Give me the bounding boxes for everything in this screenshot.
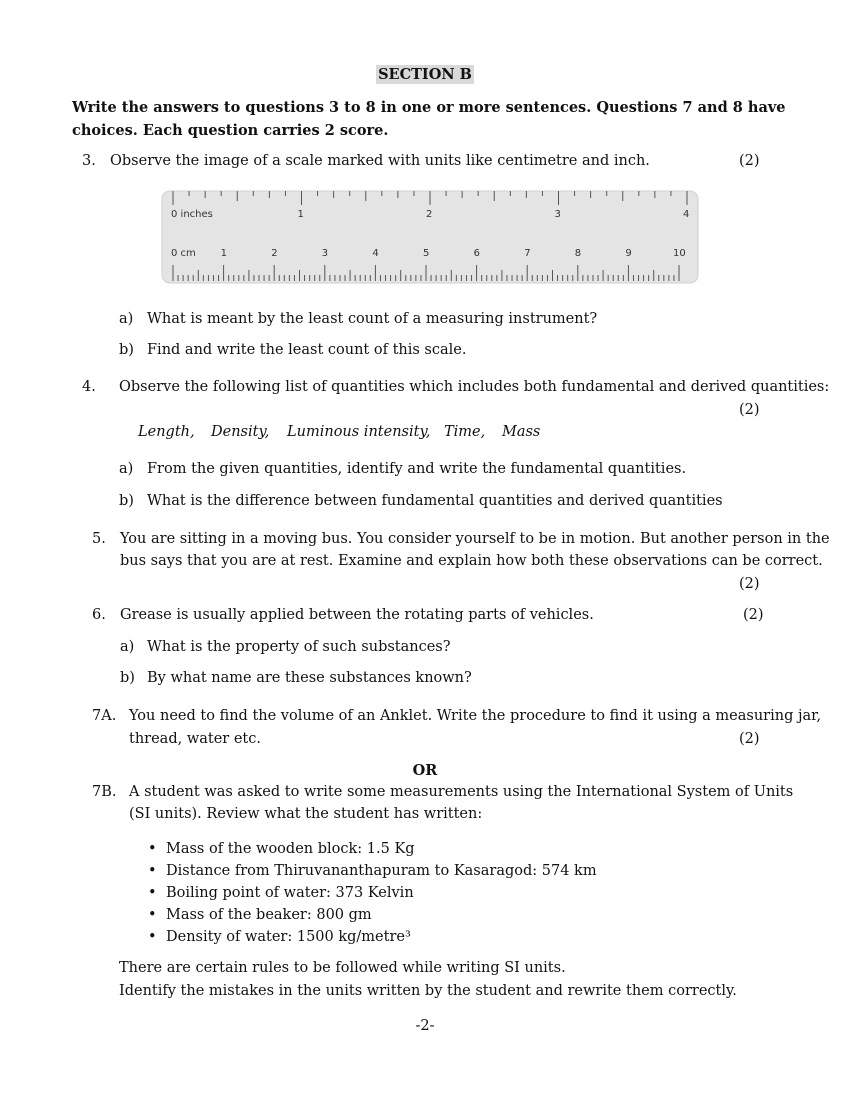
- question-7b-line2: (SI units). Review what the student has written:: [129, 806, 483, 822]
- quantity-time: Time,: [444, 424, 486, 440]
- cm-number: 2: [271, 248, 278, 259]
- question-7a-mark: (2): [739, 731, 760, 747]
- cm-number: 8: [574, 248, 582, 259]
- inch-number: 1: [297, 209, 304, 220]
- cm-number: 9: [625, 248, 632, 259]
- question-5-line1: You are sitting in a moving bus. You consider yourself to be in motion. But another person in the: [120, 531, 830, 547]
- question-3-text: Observe the image of a scale marked with units like centimetre and inch.: [110, 153, 650, 169]
- question-6b-text: By what name are these substances known?: [147, 670, 472, 686]
- question-4a-text: From the given quantities, identify and write the fundamental quantities.: [147, 461, 687, 477]
- cm-number: 10: [673, 248, 686, 259]
- question-5-mark: (2): [739, 576, 760, 592]
- list-item: • Mass of the wooden block: 1.5 Kg: [148, 838, 597, 860]
- inch-number: 3: [554, 209, 561, 220]
- question-7a-number: 7A.: [92, 708, 117, 724]
- question-3-mark: (2): [739, 153, 760, 169]
- list-item: • Distance from Thiruvananthapuram to Kasaragod: 574 km: [148, 860, 597, 882]
- question-4-text: Observe the following list of quantities which includes both fundamental and derived quantities:: [119, 379, 830, 395]
- cm-number: 6: [473, 248, 480, 259]
- cm-number: 5: [423, 248, 430, 259]
- quantity-density: Density,: [211, 424, 270, 440]
- question-3a-text: What is meant by the least count of a measuring instrument?: [147, 311, 598, 327]
- ruler-cm-label: 0 cm: [171, 248, 196, 259]
- question-7b-line1: A student was asked to write some measurements using the International System of Units: [129, 784, 794, 800]
- section-title: SECTION B: [378, 66, 472, 83]
- question-6a-text: What is the property of such substances?: [147, 639, 451, 655]
- inch-number: 4: [683, 209, 690, 220]
- quantity-length: Length,: [138, 424, 195, 440]
- question-5-line2: bus says that you are at rest. Examine and explain how both these observations can be correct.: [120, 553, 823, 569]
- question-6b-label: b): [120, 670, 135, 686]
- list-item: • Boiling point of water: 373 Kelvin: [148, 882, 597, 904]
- cm-number: 4: [372, 248, 379, 259]
- question-7b-number: 7B.: [92, 784, 117, 800]
- question-3b-text: Find and write the least count of this scale.: [147, 342, 467, 358]
- question-7a-line1: You need to find the volume of an Anklet. Write the procedure to find it using a measuring jar,: [129, 708, 822, 724]
- cm-number: 3: [321, 248, 329, 259]
- question-3a-label: a): [119, 311, 134, 327]
- question-7b-after2: Identify the mistakes in the units written by the student and rewrite them correctly.: [119, 983, 737, 999]
- question-7a-line2: thread, water etc.: [129, 731, 261, 747]
- list-item: • Density of water: 1500 kg/metre³: [148, 926, 597, 948]
- question-6a-label: a): [120, 639, 135, 655]
- student-measurements-list: [148, 838, 597, 948]
- list-item: • Mass of the beaker: 800 gm: [148, 904, 597, 926]
- ruler-image: [161, 188, 699, 285]
- question-4b-label: b): [119, 493, 134, 509]
- page-number: -2-: [415, 1018, 435, 1034]
- cm-number: 7: [524, 248, 531, 259]
- ruler-inch-label: 0 inches: [171, 209, 213, 220]
- quantity-mass: Mass: [502, 424, 541, 440]
- instructions: Write the answers to questions 3 to 8 in one or more sentences. Questions 7 and 8 have choices. Each question carries 2 score.: [72, 99, 786, 139]
- inch-number: 2: [426, 209, 433, 220]
- or-divider: OR: [412, 762, 438, 779]
- quantity-luminous-intensity: Luminous intensity,: [287, 424, 431, 440]
- question-6-number: 6.: [92, 607, 106, 623]
- question-6-text: Grease is usually applied between the rotating parts of vehicles.: [120, 607, 594, 623]
- cm-number: 1: [220, 248, 227, 259]
- question-7b-after1: There are certain rules to be followed while writing SI units.: [119, 960, 566, 976]
- question-5-number: 5.: [92, 531, 106, 547]
- ruler-svg: [161, 188, 699, 285]
- question-6-mark: (2): [743, 607, 764, 623]
- question-4-mark: (2): [739, 402, 760, 418]
- question-4-number: 4.: [82, 379, 96, 395]
- question-3b-label: b): [119, 342, 134, 358]
- question-3-number: 3.: [82, 153, 96, 169]
- question-4b-text: What is the difference between fundamental quantities and derived quantities: [147, 493, 723, 509]
- question-4a-label: a): [119, 461, 134, 477]
